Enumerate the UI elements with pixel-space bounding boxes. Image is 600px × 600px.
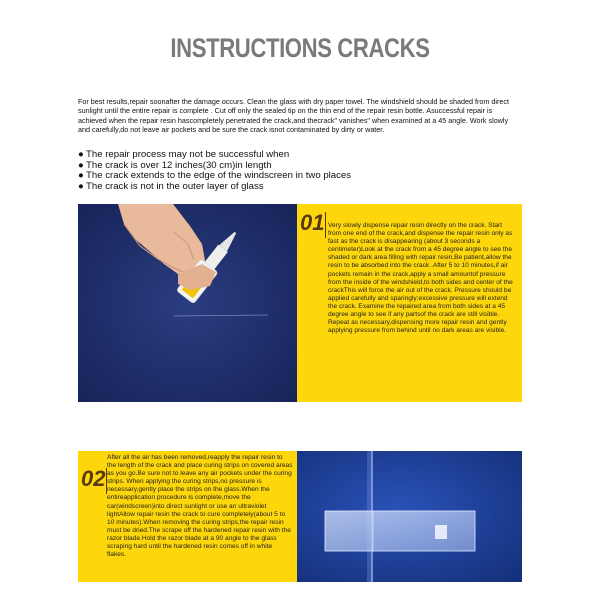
bullet-icon: ● bbox=[78, 180, 84, 192]
list-item-text: The crack extends to the edge of the windscreen in two places bbox=[86, 170, 352, 182]
bullet-icon: ● bbox=[78, 170, 84, 182]
curing-strip bbox=[325, 511, 475, 551]
step-number: 02 bbox=[81, 466, 106, 491]
list-item-text: The crack is over 12 inches(30 cm)in length bbox=[86, 159, 272, 171]
step-1-panel bbox=[297, 204, 522, 402]
bullet-icon: ● bbox=[78, 149, 84, 160]
conditions-list bbox=[78, 150, 518, 192]
step-1-text: Very slowly dispense repair resin directly on the crack. Start from one end of the crack,and dispense the repair resin only as fast as the crack is disappearing (about 3 seconds a centimeter)Look at the crack from a 45 degree angle to see the shaded or dark area filling with repair resin,Be patient,allow the resin to be absorbed into the crack .After 5 to 10 minutes,if air pockets remain in the crack,apply a small amountof pressure from the inside of the windshield,to both sides and center of the crackThis will force the air out of the crack. Pressure should be applied carefully and sparingly;excessive pressure will extend the crack. Examine the repaired area from both sides at a 45 degree angle to see if any partsof the crack are still visible. Repeat as necessary,dispensing more repair resin and gently applying pressure from behind until no dark areas are visible. bbox=[328, 222, 513, 335]
intro-paragraph: For best results,repair soonafter the damage occurs. Clean the glass with dry paper towel. The windshield should be shaded from direct sunlight until the entire repair is complete . Cut off only the sealed tip on the thin end of the repair resin bottle. Asuccessful repair is achieved when the repair resin hascompletely penetrated the crack,and thecrack" vanishes" when examined at a 45 angle. Work slowly and carefully,do not leave air pockets and be sure the crack isnot contaminated by dirty or water. bbox=[78, 97, 509, 135]
resin-application-illustration bbox=[78, 204, 297, 402]
list-item bbox=[78, 182, 518, 193]
list-item-text: The repair process may not be successful when bbox=[86, 149, 290, 160]
step-number: 01 bbox=[300, 210, 325, 235]
curing-strip-illustration bbox=[297, 451, 522, 582]
list-item-text: The crack is not in the outer layer of glass bbox=[86, 180, 264, 192]
page-title: INSTRUCTIONS CRACKS bbox=[170, 33, 430, 63]
step-1-photo bbox=[78, 204, 297, 402]
step-2-panel bbox=[78, 451, 297, 582]
step-2-photo bbox=[297, 451, 522, 582]
list-item bbox=[78, 150, 518, 161]
step-2-text: After all the air has been removed,reapply the repair resin to the length of the crack and place curing strips on covered areas as you go.Be sure not to leave any air pockets under the curing strips. When applying the curing strips,no pressure is necessary,gently place the strips on the glass.When the entireapplication procedure is complete,move the car(windscreen)into direct sunlight or use an ultraviolet lightAllow repair resin the crack to cure completely(about 5 to 10 minutes).When removing the curing strips,the repair resin must be dried.The scrape off the hardened repair resin with the razor blade.Hold the razor blade at a 90 angle to the glass scraping hard until the hardened resin comes off in white flakes. bbox=[107, 454, 293, 559]
bullet-icon: ● bbox=[78, 159, 84, 171]
step-divider bbox=[325, 212, 326, 238]
